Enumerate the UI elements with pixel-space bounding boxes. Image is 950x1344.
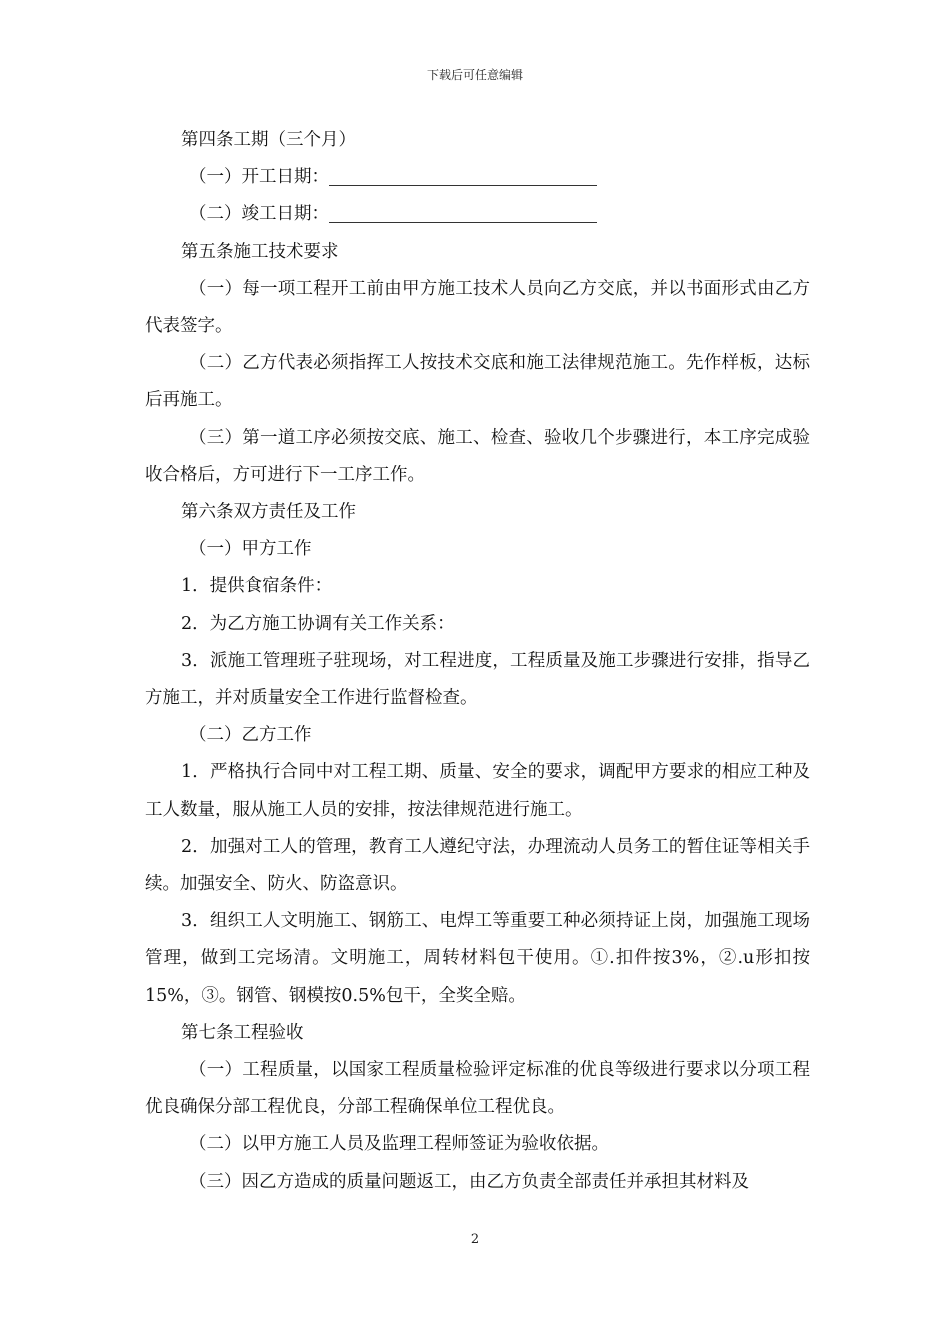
document-body: [145, 122, 810, 1201]
article-7-item-2: （二）以甲方施工人员及监理工程师签证为验收依据。: [189, 1134, 609, 1155]
end-date-line: [145, 196, 810, 233]
page-header: 下载后可任意编辑: [426, 68, 523, 82]
end-date-label: （二）竣工日期：: [189, 204, 329, 225]
article-5-title: 第五条施工技术要求: [181, 241, 339, 262]
party-b-item-2: 2．加强对工人的管理，教育工人遵纪守法，办理流动人员务工的暂住证等相关手续。加强安全、防火、防盗意识。: [145, 836, 810, 895]
article-5-item-3: （三）第一道工序必须按交底、施工、检查、验收几个步骤进行，本工序完成验收合格后，方可进行下一工序工作。: [145, 427, 810, 485]
article-7-item-3: （三）因乙方造成的质量问题返工，由乙方负责全部责任并承担其材料及: [189, 1171, 749, 1192]
party-b-item-3: 3．组织工人文明施工、钢筋工、电焊工等重要工种必须持证上岗，加强施工现场管理，做到工完场清。文明施工，周转材料包干使用。①.扣件按3%，②.u形扣按15%，③。钢管、钢模按0.5%包干，全奖全赔。: [145, 911, 810, 1006]
start-date-blank: [329, 161, 597, 186]
party-b-heading: （二）乙方工作: [189, 725, 312, 746]
page-number: 2: [470, 1232, 480, 1247]
party-a-heading: （一）甲方工作: [189, 539, 312, 560]
article-7-title: 第七条工程验收: [181, 1022, 304, 1043]
start-date-line: [145, 159, 810, 196]
article-5-item-1: （一）每一项工程开工前由甲方施工技术人员向乙方交底，并以书面形式由乙方代表签字。: [145, 278, 810, 337]
article-5-item-2: （二）乙方代表必须指挥工人按技术交底和施工法律规范施工。先作样板，达标后再施工。: [145, 353, 810, 411]
article-7-item-1: （一）工程质量，以国家工程质量检验评定标准的优良等级进行要求以分项工程优良确保分部工程优良，分部工程确保单位工程优良。: [145, 1060, 810, 1118]
article-4-title: 第四条工期（三个月）: [181, 130, 356, 150]
start-date-label: （一）开工日期：: [189, 167, 329, 188]
party-a-item-3: 3．派施工管理班子驻现场，对工程进度，工程质量及施工步骤进行安排，指导乙方施工，并对质量安全工作进行监督检查。: [145, 650, 810, 709]
party-a-item-2: 2．为乙方施工协调有关工作关系：: [181, 613, 455, 634]
party-b-item-1: 1．严格执行合同中对工程工期、质量、安全的要求，调配甲方要求的相应工种及工人数量，服从施工人员的安排，按法律规范进行施工。: [145, 762, 810, 820]
end-date-blank: [329, 198, 597, 223]
party-a-item-1: 1．提供食宿条件：: [181, 576, 333, 597]
article-6-title: 第六条双方责任及工作: [181, 502, 356, 523]
